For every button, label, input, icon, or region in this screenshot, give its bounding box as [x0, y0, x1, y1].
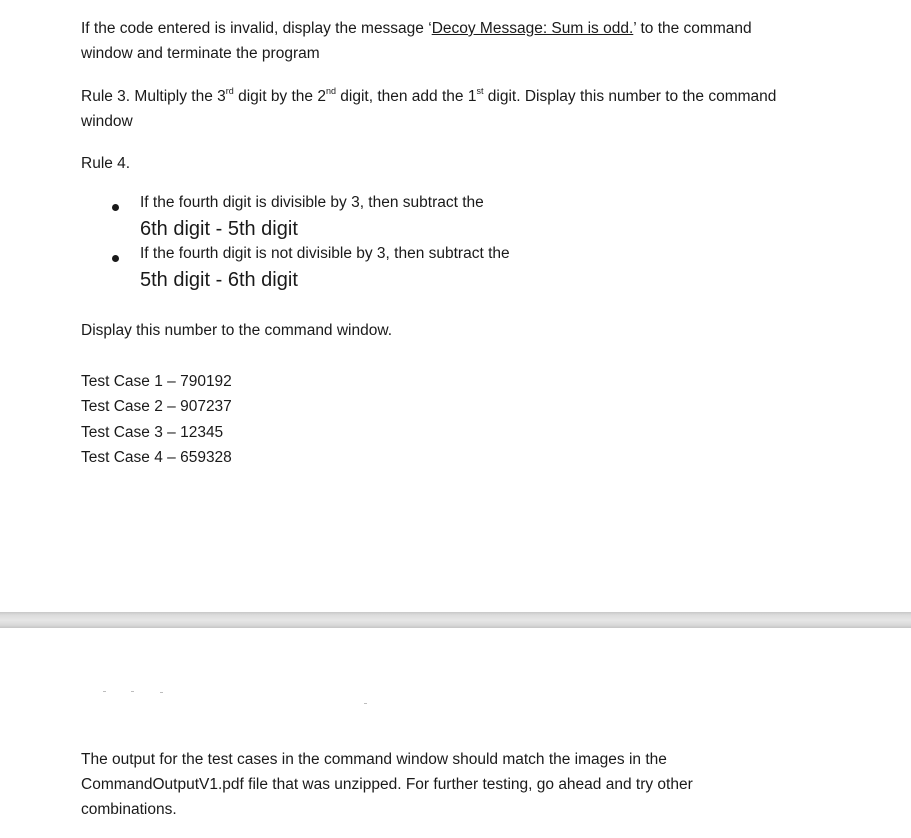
scan-artifact: [131, 691, 134, 692]
document-page-2: [0, 628, 911, 838]
scan-artifact: [160, 692, 163, 693]
test-case-4: Test Case 4 – 659328: [81, 449, 232, 466]
rule-4-heading: Rule 4.: [81, 155, 131, 172]
test-case-3: Test Case 3 – 12345: [81, 424, 224, 441]
bullet-dot-icon: [112, 255, 119, 262]
formula-5th-minus-6th: 5th digit - 6th digit: [140, 269, 298, 291]
test-case-1: Test Case 1 – 790192: [81, 373, 232, 390]
rule-3-line-1: Rule 3. Multiply the 3rd digit by the 2nd digit, then add the 1st digit. Display this number to the command: [81, 85, 777, 105]
scan-artifact: [103, 691, 106, 692]
decoy-message-text: Decoy Message: Sum is odd.: [431, 20, 634, 37]
rule-3-line-2: window: [81, 113, 133, 130]
document-page-1: If the code entered is invalid, display the message ‘Decoy Message: Sum is odd.’ to the command window and terminate the program Rule 3. Multiply the 3rd digit by the 2nd digit, then add the 1st digit. Display this number to the command window Rule 4. If the fourth digit is divisible by 3, then subtract the 6th digit - 5th digit If the fourth digit is not divisible by 3, then subtract the 5th digit - 6th digit Display this number to the command window. Test Case 1 – 790192 Test Case 2 – 907237 Test Case 3 – 12345 Test Case 4 – 659328: [0, 0, 911, 612]
display-instruction: Display this number to the command window.: [81, 322, 393, 339]
output-paragraph-line-2: CommandOutputV1.pdf file that was unzipped. For further testing, go ahead and try other: [81, 776, 693, 793]
test-case-2: Test Case 2 – 907237: [81, 398, 232, 415]
scan-artifact: [364, 703, 367, 704]
invalid-code-paragraph-line-1: If the code entered is invalid, display the message ‘Decoy Message: Sum is odd.’ to the command: [81, 20, 752, 37]
page-separator: [0, 612, 911, 628]
output-paragraph-line-1: The output for the test cases in the command window should match the images in the: [81, 751, 667, 768]
formula-6th-minus-5th: 6th digit - 5th digit: [140, 218, 298, 240]
output-paragraph-line-3: combinations.: [81, 801, 177, 818]
invalid-code-paragraph-line-2: window and terminate the program: [81, 45, 320, 62]
bullet-dot-icon: [112, 204, 119, 211]
